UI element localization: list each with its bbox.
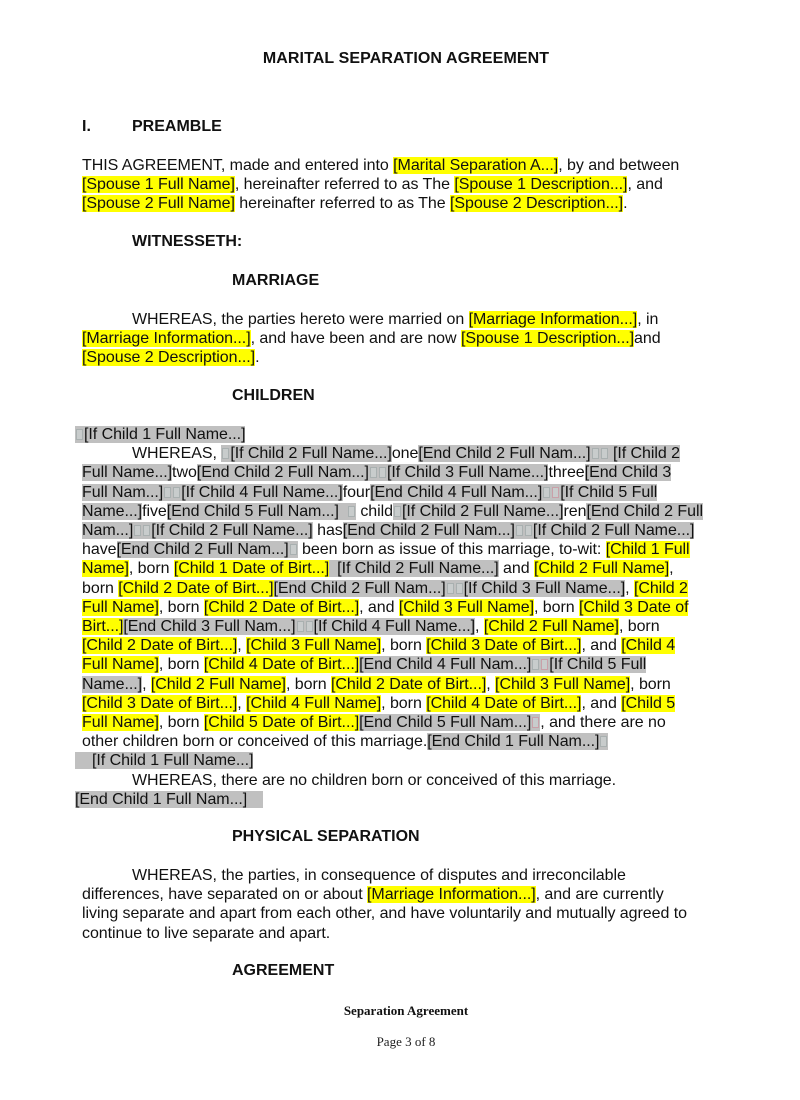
field-spouse1-description[interactable]: [Spouse 1 Description...] bbox=[454, 176, 628, 194]
text: ren bbox=[563, 502, 587, 520]
field-marriage-place[interactable]: [Marriage Information...] bbox=[82, 330, 251, 348]
field-marker-icon bbox=[552, 487, 559, 498]
page-number: Page 3 of 8 bbox=[376, 1034, 436, 1049]
field-child3-dob[interactable]: [Child 3 Date of Birt...] bbox=[426, 637, 582, 655]
field-child3-dob[interactable]: [Child 3 Date of Birt...] bbox=[82, 694, 238, 712]
text: , bbox=[625, 579, 634, 597]
conditional-end-child2[interactable]: [End Child 2 Full Nam...] [If Child 2 Full Name...] bbox=[342, 522, 695, 540]
marriage-paragraph bbox=[82, 310, 732, 368]
conditional-if-child2[interactable]: Full Name...] bbox=[82, 464, 173, 482]
text: , bbox=[669, 560, 674, 578]
field-child4-dob[interactable]: [Child 4 Date of Birt...] bbox=[203, 656, 360, 674]
field-marker-icon bbox=[134, 525, 141, 536]
field-spouse2-description[interactable]: [Spouse 2 Description...] bbox=[82, 349, 256, 367]
field-child3-dob[interactable]: [Child 3 Date of bbox=[579, 598, 689, 616]
conditional-end-child1[interactable]: [End Child 1 Full Nam...] bbox=[75, 791, 263, 808]
text: , and bbox=[627, 176, 663, 194]
text: has bbox=[317, 522, 343, 540]
text: four bbox=[342, 483, 371, 501]
text: , born bbox=[158, 656, 204, 674]
text: , born bbox=[381, 694, 427, 712]
text: been born as issue of this marriage, to-wit: bbox=[297, 541, 606, 559]
text: THIS AGREEMENT, made and entered into bbox=[82, 157, 394, 174]
field-child5-name[interactable]: Full Name] bbox=[82, 714, 159, 732]
field-child3-name[interactable]: [Child 3 Full Name] bbox=[398, 598, 534, 616]
field-marker-icon bbox=[297, 621, 304, 632]
text: WHEREAS, the parties, in consequence of disputes and irreconcilable bbox=[132, 867, 626, 884]
field-marker-icon bbox=[543, 487, 550, 498]
text: , and have been and are now bbox=[250, 330, 461, 348]
text: hereinafter referred to as The bbox=[234, 195, 450, 213]
field-child2-dob[interactable]: [Child 2 Date of Birt...] bbox=[118, 579, 274, 597]
text: , in bbox=[637, 311, 659, 328]
text: , and are currently bbox=[535, 886, 664, 904]
text: living separate and apart from each other, and have voluntarily and mutually agreed to bbox=[82, 905, 687, 923]
field-marriage-date[interactable]: [Marriage Information...] bbox=[468, 311, 638, 328]
field-child3-name[interactable]: [Child 3 Full Name] bbox=[495, 675, 631, 693]
children-conditional-block bbox=[75, 425, 735, 809]
field-child2-name[interactable]: [Child 2 Full Name] bbox=[534, 560, 670, 578]
field-marker-icon bbox=[592, 448, 599, 459]
text: , born bbox=[128, 560, 174, 578]
field-marker-icon bbox=[290, 544, 297, 555]
text: . bbox=[255, 349, 260, 367]
conditional-end-child5[interactable]: [End Child 5 Full Nam...] bbox=[167, 503, 356, 520]
text: , bbox=[237, 637, 247, 655]
field-marker-icon bbox=[541, 659, 548, 670]
text: , and bbox=[581, 694, 622, 712]
field-marker-icon bbox=[516, 525, 523, 536]
text: , bbox=[486, 675, 496, 693]
field-child1-name[interactable]: Name] bbox=[82, 560, 129, 578]
field-spouse2-description[interactable]: [Spouse 2 Description...] bbox=[449, 195, 624, 213]
text: WHEREAS, there are no children born or conceived of this marriage. bbox=[132, 771, 617, 789]
conditional-end-child5[interactable]: [End Child 5 Full Nam...] bbox=[359, 714, 540, 731]
conditional-end-child4[interactable]: [End Child 4 Full Nam...] [If Child 5 Full bbox=[370, 483, 658, 501]
field-marker-icon bbox=[370, 467, 377, 478]
text: WHEREAS, bbox=[132, 445, 222, 463]
field-child2-name[interactable]: [Child 2 Full Name] bbox=[483, 618, 619, 636]
text: . bbox=[623, 195, 628, 213]
preamble-paragraph bbox=[82, 156, 732, 214]
section-number: I. bbox=[82, 118, 91, 135]
field-child4-dob[interactable]: [Child 4 Date of Birt...] bbox=[426, 694, 582, 712]
field-marker-icon bbox=[143, 525, 150, 536]
text: , bbox=[475, 618, 484, 636]
text: , bbox=[142, 675, 151, 693]
conditional-end-child2[interactable]: [End Child 2 Full Nam...] [If Child 3 Full Name...] bbox=[273, 579, 626, 597]
field-marker-icon bbox=[600, 736, 607, 747]
separation-paragraph bbox=[82, 866, 732, 943]
field-child2-name[interactable]: [Child 2 Full Name] bbox=[150, 675, 286, 693]
field-marker-icon bbox=[447, 583, 454, 594]
field-child1-dob[interactable]: [Child 1 Date of Birt...] bbox=[173, 560, 330, 578]
field-child5-name[interactable]: [Child 5 bbox=[621, 694, 676, 712]
field-separation-date[interactable]: [Marriage Information...] bbox=[367, 886, 536, 904]
field-marker-icon bbox=[532, 659, 539, 670]
field-spouse2-name[interactable]: [Spouse 2 Full Name] bbox=[82, 195, 235, 213]
text: continue to live separate and apart. bbox=[82, 924, 331, 942]
text: five bbox=[142, 502, 167, 520]
text: , and bbox=[359, 598, 399, 616]
conditional-end-child3[interactable]: [End Child 3 Full Nam...] [If Child 4 Full Name...] bbox=[123, 618, 476, 636]
text: and bbox=[634, 330, 661, 348]
document-title: MARITAL SEPARATION AGREEMENT bbox=[262, 50, 550, 67]
field-marker-icon bbox=[456, 583, 463, 594]
field-child2-name[interactable]: Full Name] bbox=[82, 598, 159, 616]
conditional-end-child4[interactable]: [End Child 4 Full Nam...] [If Child 5 Full bbox=[359, 656, 647, 674]
text: WHEREAS, the parties hereto were married on bbox=[132, 311, 469, 328]
field-marker-icon bbox=[173, 487, 180, 498]
conditional-if-child5[interactable]: Name...] bbox=[82, 502, 143, 520]
field-child2-dob[interactable]: [Child 2 Date of Birt...] bbox=[203, 598, 360, 616]
field-child4-name[interactable]: [Child 4 bbox=[621, 637, 676, 655]
conditional-if-no-child1[interactable]: [If Child 1 Full Name...] bbox=[75, 752, 253, 769]
conditional-end-child3[interactable]: [End Child 3 bbox=[584, 464, 672, 482]
field-child4-name[interactable]: Full Name] bbox=[82, 656, 159, 674]
field-child2-dob[interactable]: [Child 2 Date of Birt...] bbox=[82, 637, 238, 655]
field-marker-icon bbox=[525, 525, 532, 536]
field-child1-name[interactable]: [Child 1 Full bbox=[605, 541, 690, 559]
field-spouse1-description[interactable]: [Spouse 1 Description...] bbox=[460, 330, 635, 348]
text: two bbox=[172, 464, 197, 482]
conditional-end-child2[interactable]: [End Child 2 Full Nam...] bbox=[117, 541, 298, 558]
text: differences, have separated on or about bbox=[82, 886, 368, 904]
field-child4-name[interactable]: [Child 4 Full Name] bbox=[246, 694, 382, 712]
field-child2-name[interactable]: [Child 2 bbox=[633, 579, 688, 597]
section-heading-preamble bbox=[82, 118, 222, 136]
text: child bbox=[360, 502, 393, 520]
conditional-if-child2[interactable]: [If Child 2 Full Name...] bbox=[393, 503, 563, 520]
text: born bbox=[638, 675, 671, 693]
section-title: PREAMBLE bbox=[132, 118, 222, 135]
text: and bbox=[498, 560, 534, 578]
field-child3-dob[interactable]: Birt...] bbox=[82, 618, 124, 636]
text: born bbox=[82, 579, 119, 597]
text: , born bbox=[618, 618, 660, 636]
text: , and there are no bbox=[540, 714, 666, 732]
text: three bbox=[548, 464, 585, 482]
conditional-if-child5[interactable]: Name...] bbox=[82, 675, 143, 693]
section-heading-agreement: AGREEMENT bbox=[232, 962, 335, 979]
conditional-end-child2[interactable]: [End Child 2 Full Nam...] [If Child 2 bbox=[418, 445, 680, 463]
text: other children born or conceived of this marriage. bbox=[82, 733, 428, 751]
text: , born bbox=[285, 675, 331, 693]
conditional-if-child2[interactable]: [If Child 2 Full Name...] bbox=[221, 445, 391, 462]
conditional-if-child2[interactable]: [If Child 2 Full Name...] bbox=[329, 560, 498, 577]
field-spouse1-name[interactable]: [Spouse 1 Full Name] bbox=[82, 176, 235, 194]
section-heading-marriage: MARRIAGE bbox=[232, 272, 320, 289]
field-marker-icon bbox=[601, 448, 608, 459]
text: one bbox=[391, 445, 419, 463]
field-child3-name[interactable]: [Child 3 Full Name] bbox=[246, 637, 382, 655]
field-marker-icon bbox=[164, 487, 171, 498]
text: , born bbox=[533, 598, 579, 616]
conditional-end-child2[interactable]: [End Child 2 Full bbox=[586, 502, 704, 520]
text: , by and between bbox=[558, 157, 680, 174]
field-marker-icon bbox=[76, 429, 83, 440]
text: , born bbox=[381, 637, 427, 655]
field-marker-icon bbox=[379, 467, 386, 478]
field-marital-separation-date[interactable]: [Marital Separation A...] bbox=[393, 157, 559, 174]
field-child2-dob[interactable]: [Child 2 Date of Birt...] bbox=[330, 675, 487, 693]
text: have bbox=[82, 541, 117, 559]
field-marker-icon bbox=[222, 448, 229, 459]
field-marker-icon bbox=[348, 506, 355, 517]
conditional-end-child1[interactable]: [End Child 1 Full Nam...] bbox=[427, 733, 608, 750]
field-marker-icon bbox=[306, 621, 313, 632]
section-heading-children: CHILDREN bbox=[232, 387, 315, 404]
field-marker-icon bbox=[532, 717, 539, 728]
conditional-end-child2[interactable]: [End Child 2 Full Nam...] [If Child 3 Full Name...] bbox=[196, 464, 549, 482]
conditional-if-child1[interactable]: [If Child 1 Full Name...] bbox=[75, 426, 245, 443]
section-heading-witnesseth: WITNESSETH: bbox=[132, 233, 243, 250]
field-marker-icon bbox=[394, 506, 401, 517]
text: , bbox=[630, 675, 639, 693]
section-heading-physical-separation: PHYSICAL SEPARATION bbox=[232, 828, 420, 845]
footer-title: Separation Agreement bbox=[343, 1003, 469, 1018]
text: , bbox=[237, 694, 247, 712]
field-child5-dob[interactable]: [Child 5 Date of Birt...] bbox=[203, 714, 360, 732]
text: , hereinafter referred to as The bbox=[234, 176, 455, 194]
text: , born bbox=[158, 714, 204, 732]
text: , and bbox=[581, 637, 622, 655]
conditional-end-child3[interactable]: Full Nam...] [If Child 4 Full Name...] bbox=[82, 483, 343, 501]
conditional-end-child2[interactable]: Nam...] [If Child 2 Full Name...] bbox=[82, 522, 313, 540]
text: , born bbox=[158, 598, 204, 616]
